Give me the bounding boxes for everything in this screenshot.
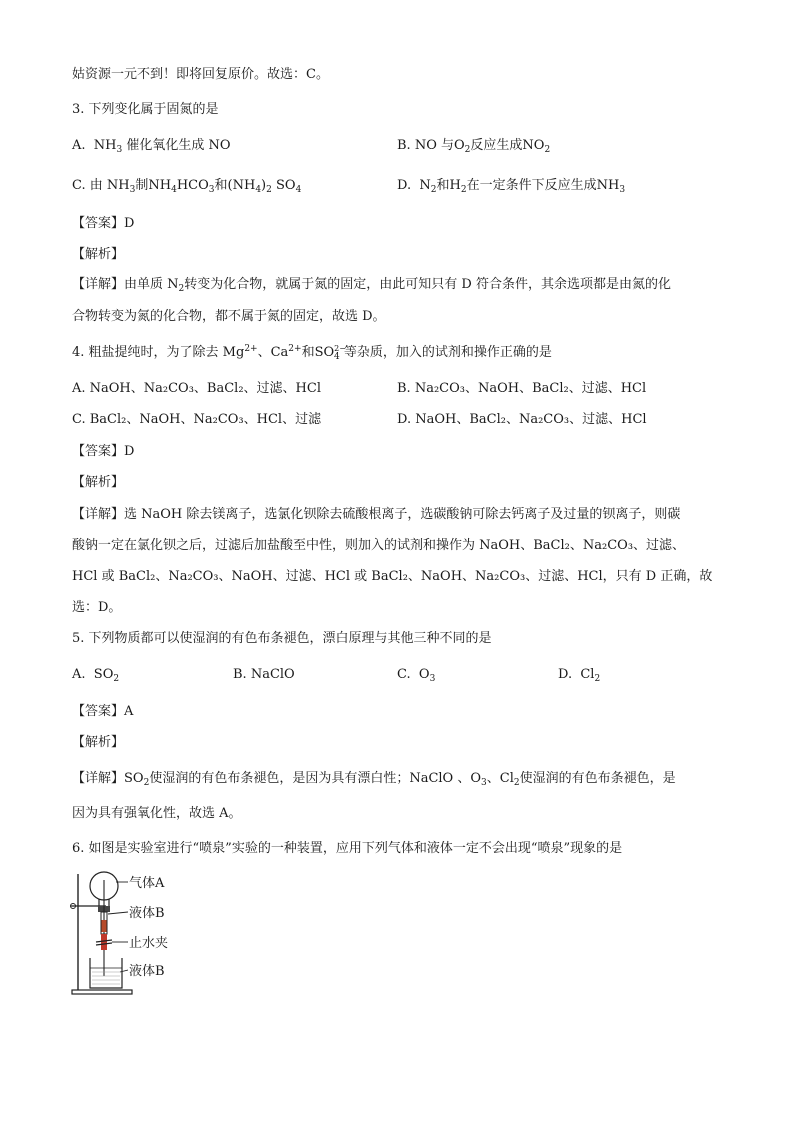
beaker-liquid-hatch [92, 972, 120, 984]
beaker [90, 958, 122, 988]
q5-detail-2: 因为具有强氧化性，故选 A。 [72, 806, 242, 821]
rubber-tube [101, 934, 107, 950]
q3-answer: 【答案】D [72, 216, 135, 231]
q4-answer: 【答案】D [72, 444, 135, 459]
q4-detail-2: 酸钠一定在氯化钡之后，过滤后加盐酸至中性，则加入的试剂和操作为 NaOH、BaCl₂、Na₂CO₃、过滤、 [72, 538, 686, 553]
fountain-apparatus-diagram [68, 866, 198, 998]
intro-line: 姑资源一元不到！即将回复原价。故选：C。 [72, 67, 329, 82]
q5-analysis: 【解析】 [72, 735, 125, 750]
q5-option-d: D. $Cl_2$ [558, 667, 601, 684]
q4-option-b: B. Na₂CO₃、NaOH、BaCl₂、过滤、HCl [397, 381, 647, 396]
q5-stem: 5. 下列物质都可以使湿润的有色布条褪色，漂白原理与其他三种不同的是 [72, 631, 492, 646]
leader-liquid-bottom [120, 970, 128, 972]
q5-answer: 【答案】A [72, 704, 134, 719]
q4-stem: 4. 粗盐提纯时，为了除去 $Mg^{2+}$、$Ca^{2+}$和$SO^{2-}_4$ 等杂质，加入的试剂和操作正确的是 [72, 344, 552, 362]
q4-detail-3: HCl 或 BaCl₂、Na₂CO₃、NaOH、过滤、HCl 或 BaCl₂、NaOH、Na₂CO₃、过滤、HCl，只有 D 正确，故 [72, 569, 713, 584]
q5-option-c: C. $O_3$ [397, 667, 436, 684]
q3-option-a-prefix: A. [72, 138, 86, 153]
q4-analysis: 【解析】 [72, 475, 125, 490]
q4-detail-4: 选：D。 [72, 600, 122, 615]
q3-option-d: D. $N_2$和$H_2$在一定条件下反应生成$NH_3$ [397, 178, 626, 195]
q3-stem: 3. 下列变化属于固氮的是 [72, 102, 219, 117]
stand-base [72, 990, 132, 994]
label-liquid-b-bottom: 液体B [129, 964, 165, 979]
q3-option-a-text: 催化氧化生成 NO [126, 138, 231, 153]
q3-option-b: B. NO 与$O_2$反应生成$NO_2$ [397, 138, 551, 155]
q4-detail-1: 【详解】选 NaOH 除去镁离子，选氯化钡除去硫酸根离子，选碳酸钠可除去钙离子及过量的钡离子，则碳 [72, 507, 681, 522]
q5-detail-1: 【详解】$SO_2$使湿润的有色布条褪色，是因为具有漂白性；NaClO 、$O_3$、$Cl_2$使湿润的有色布条褪色，是 [72, 771, 676, 788]
q5-option-a: A. $SO_2$ [72, 667, 120, 684]
q3-analysis: 【解析】 [72, 247, 125, 262]
q5-option-b: B. NaClO [233, 667, 295, 682]
q3-option-a [72, 137, 231, 155]
label-gas-a: 气体A [129, 876, 165, 891]
q4-option-c: C. BaCl₂、NaOH、Na₂CO₃、HCl、过滤 [72, 412, 322, 427]
q3-detail-1: 【详解】由单质 $N_2$转变为化合物，就属于氮的固定，由此可知只有 D 符合条件，其余选项都是由氮的化 [72, 277, 671, 294]
q3-option-a-formula: $NH_3$ [89, 138, 123, 155]
q4-option-d: D. NaOH、BaCl₂、Na₂CO₃、过滤、HCl [397, 412, 647, 427]
dropper-liquid [102, 920, 107, 932]
q3-option-c: C. 由 $NH_3$制$NH_4HCO_3$和$(NH_4)_2$ $SO_4$ [72, 178, 302, 195]
label-liquid-b-top: 液体B [129, 906, 165, 921]
q4-option-a: A. NaOH、Na₂CO₃、BaCl₂、过滤、HCl [72, 381, 321, 396]
q3-detail-2: 合物转变为氮的化合物，都不属于氮的固定，故选 D。 [72, 309, 386, 324]
label-clamp: 止水夹 [129, 936, 169, 951]
leader-liquid-top [108, 912, 128, 914]
q6-stem: 6. 如图是实验室进行“喷泉”实验的一种装置，应用下列气体和液体一定不会出现“喷泉”现象的是 [72, 841, 623, 856]
